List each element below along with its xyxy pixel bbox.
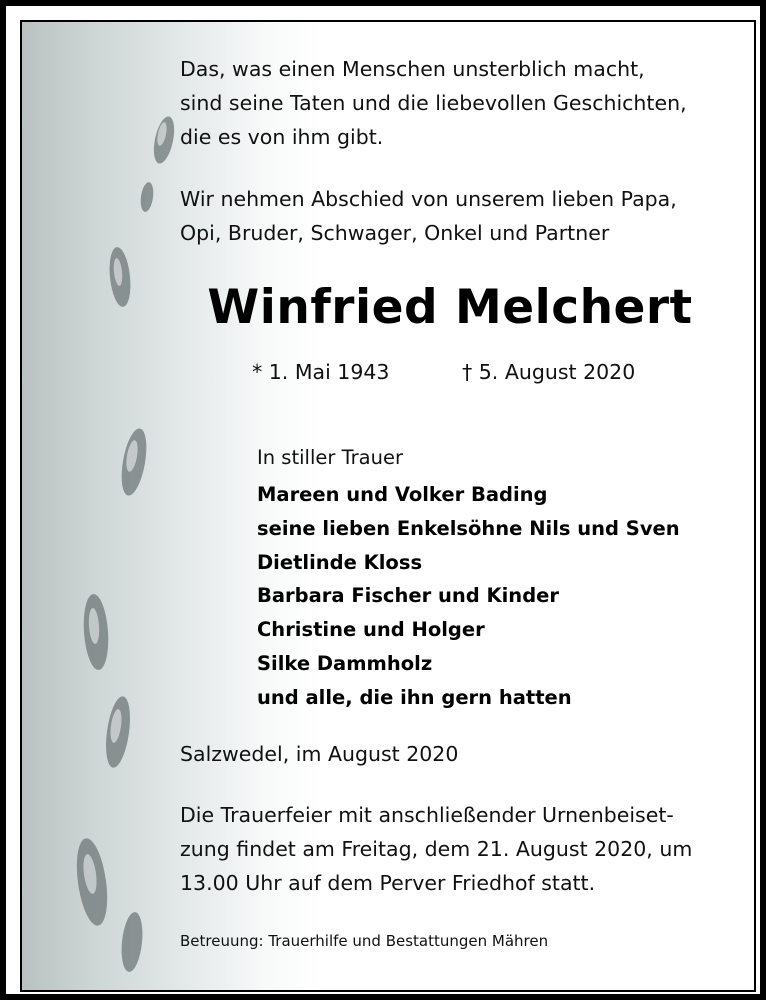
- intro-line: Wir nehmen Abschied von unserem lieben Papa,: [180, 187, 677, 211]
- funeral-line: Die Trauerfeier mit anschließender Urnenbeiset-: [180, 803, 674, 827]
- mourner-name: Silke Dammholz: [257, 651, 433, 675]
- funeral-service-credit: Betreuung: Trauerhilfe und Bestattungen Mähren: [180, 932, 549, 950]
- quote-line: sind seine Taten und die liebevollen Geschichten,: [180, 91, 687, 115]
- obituary-notice: [20, 20, 756, 992]
- funeral-line: zung findet am Freitag, dem 21. August 2020, um: [180, 837, 693, 861]
- mourner-name: und alle, die ihn gern hatten: [257, 685, 572, 709]
- white-band: [6, 6, 760, 994]
- mourner-name: Mareen und Volker Bading: [257, 483, 548, 506]
- birth-date: * 1. Mai 1943: [252, 360, 390, 384]
- notice-content: [22, 22, 754, 990]
- funeral-details: [180, 798, 692, 900]
- quote-line: die es von ihm gibt.: [180, 125, 384, 149]
- memorial-quote: [180, 52, 687, 154]
- intro-line: Opi, Bruder, Schwager, Onkel und Partner: [180, 221, 610, 245]
- mourner-name: seine lieben Enkelsöhne Nils und Sven: [257, 516, 680, 540]
- quote-line: Das, was einen Menschen unsterblich macht,: [180, 57, 645, 81]
- mourners-list: [257, 478, 680, 715]
- deceased-name: Winfried Melchert: [207, 280, 693, 335]
- funeral-line: 13.00 Uhr auf dem Perver Friedhof statt.: [180, 871, 596, 895]
- mourner-name: Christine und Holger: [257, 618, 485, 642]
- mourning-lead: In stiller Trauer: [257, 446, 403, 469]
- mourner-name: Dietlinde Kloss: [257, 550, 423, 574]
- farewell-intro: [180, 182, 677, 250]
- place-and-date: Salzwedel, im August 2020: [180, 742, 459, 766]
- mourner-name: Barbara Fischer und Kinder: [257, 584, 559, 608]
- death-date: † 5. August 2020: [462, 360, 636, 384]
